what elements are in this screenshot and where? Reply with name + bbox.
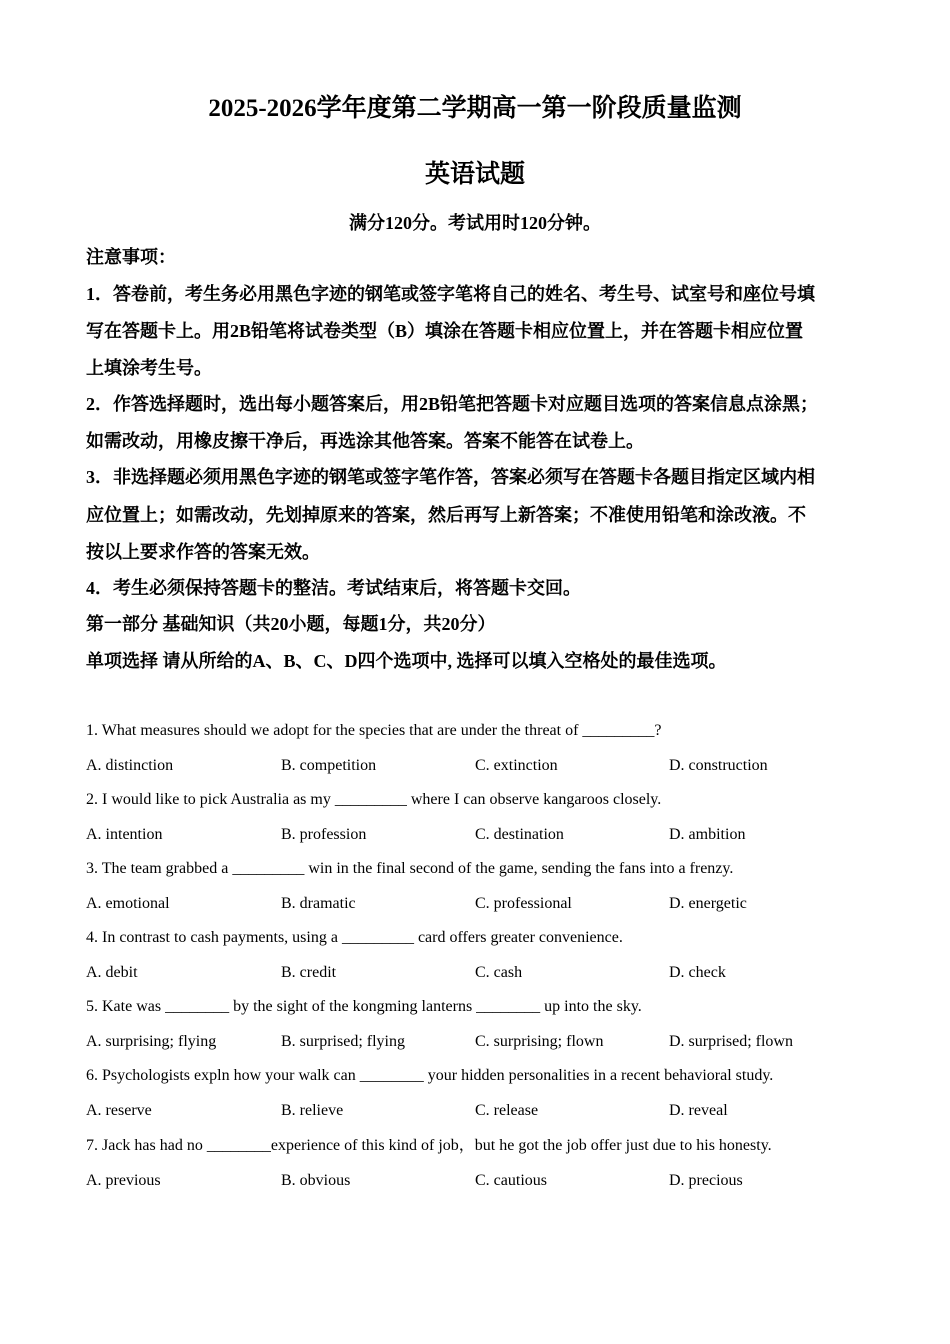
option-a: A. distinction bbox=[86, 757, 174, 774]
question-stem: 2. I would like to pick Australia as my _________ where I can observe kangaroos closely. bbox=[86, 791, 662, 808]
option-c: C. cautious bbox=[475, 1172, 547, 1189]
option-d: D. construction bbox=[669, 757, 768, 774]
note-line: 3．非选择题必须用黑色字迹的钢笔或签字笔作答，答案必须写在答题卡各题目指定区域内相 bbox=[86, 467, 815, 487]
option-b: B. profession bbox=[281, 826, 367, 843]
option-d: D. energetic bbox=[669, 895, 747, 912]
option-a: A. previous bbox=[86, 1172, 161, 1189]
option-c: C. professional bbox=[475, 895, 572, 912]
option-d: D. check bbox=[669, 964, 726, 981]
option-a: A. emotional bbox=[86, 895, 170, 912]
option-a: A. surprising; flying bbox=[86, 1033, 217, 1050]
option-a: A. reserve bbox=[86, 1102, 152, 1119]
notes-heading: 注意事项： bbox=[86, 247, 176, 267]
option-c: C. surprising; flown bbox=[475, 1033, 604, 1050]
option-d: D. reveal bbox=[669, 1102, 728, 1119]
subject-title: 英语试题 bbox=[424, 161, 525, 188]
note-line: 1．答卷前，考生务必用黑色字迹的钢笔或签字笔将自己的姓名、考生号、试室号和座位号填 bbox=[86, 284, 815, 304]
option-d: D. ambition bbox=[669, 826, 746, 843]
note-line: 按以上要求作答的答案无效。 bbox=[86, 542, 320, 562]
option-a: A. debit bbox=[86, 964, 138, 981]
question-stem: 7. Jack has had no ________experience of this kind of job，but he got the job offer just due to his honesty. bbox=[86, 1137, 772, 1154]
option-c: C. release bbox=[475, 1102, 539, 1119]
option-b: B. surprised; flying bbox=[281, 1033, 405, 1050]
option-c: C. cash bbox=[475, 964, 523, 981]
option-b: B. dramatic bbox=[281, 895, 356, 912]
option-d: D. precious bbox=[669, 1172, 743, 1189]
note-line: 如需改动，用橡皮擦干净后，再选涂其他答案。答案不能答在试卷上。 bbox=[86, 431, 644, 451]
note-line: 应位置上；如需改动，先划掉原来的答案，然后再写上新答案；不准使用铅笔和涂改液。不 bbox=[86, 505, 806, 525]
question-stem: 1. What measures should we adopt for the species that are under the threat of _________? bbox=[86, 722, 662, 739]
score-time-line: 满分120分。考试用时120分钟。 bbox=[349, 213, 601, 233]
exam-title: 2025-2026学年度第二学期高一第一阶段质量监测 bbox=[208, 95, 742, 122]
question-stem: 6. Psychologists expln how your walk can ________ your hidden personalities in a recent behavioral study. bbox=[86, 1067, 774, 1084]
note-line: 上填涂考生号。 bbox=[86, 358, 212, 378]
option-b: B. competition bbox=[281, 757, 377, 774]
question-stem: 4. In contrast to cash payments, using a _________ card offers greater convenience. bbox=[86, 929, 623, 946]
option-a: A. intention bbox=[86, 826, 163, 843]
question-stem: 5. Kate was ________ by the sight of the kongming lanterns ________ up into the sky. bbox=[86, 998, 642, 1015]
option-b: B. obvious bbox=[281, 1172, 351, 1189]
option-b: B. credit bbox=[281, 964, 337, 981]
note-line: 写在答题卡上。用2B铅笔将试卷类型（B）填涂在答题卡相应位置上，并在答题卡相应位置 bbox=[86, 321, 804, 341]
section-instruction: 单项选择 请从所给的A、B、C、D四个选项中, 选择可以填入空格处的最佳选项。 bbox=[86, 651, 727, 671]
option-c: C. destination bbox=[475, 826, 564, 843]
part-title: 第一部分 基础知识（共20小题，每题1分，共20分） bbox=[86, 614, 496, 634]
question-stem: 3. The team grabbed a _________ win in the final second of the game, sending the fans into a frenzy. bbox=[86, 860, 734, 877]
option-c: C. extinction bbox=[475, 757, 558, 774]
note-line: 2．作答选择题时，选出每小题答案后，用2B铅笔把答题卡对应题目选项的答案信息点涂黑； bbox=[86, 394, 819, 414]
note-line: 4．考生必须保持答题卡的整洁。考试结束后，将答题卡交回。 bbox=[86, 578, 581, 598]
option-b: B. relieve bbox=[281, 1102, 344, 1119]
option-d: D. surprised; flown bbox=[669, 1033, 793, 1050]
